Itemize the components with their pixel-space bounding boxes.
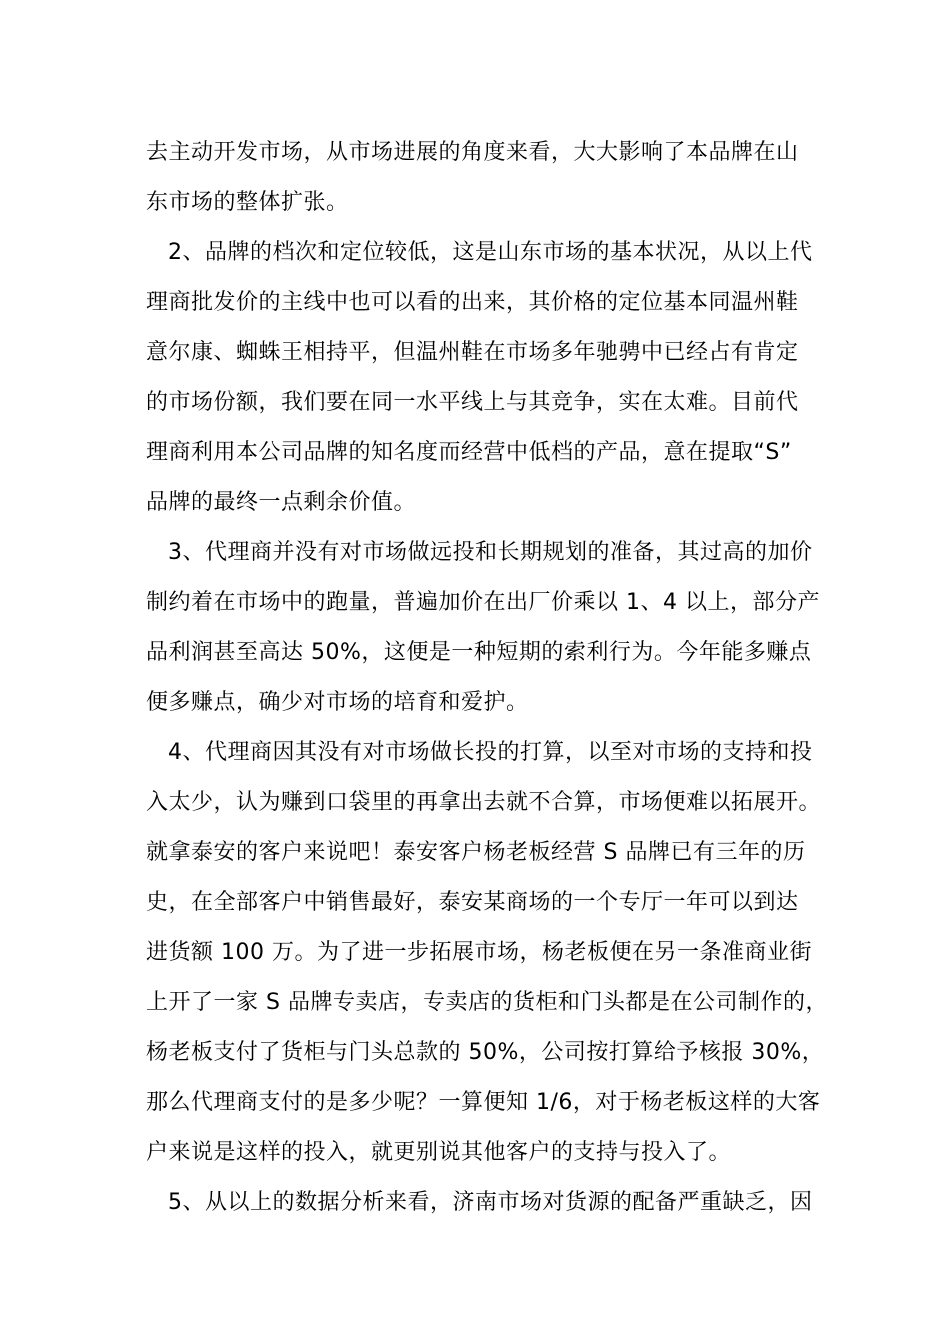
text-line: 东市场的整体扩张。 [146, 190, 349, 215]
text-line: 5、从以上的数据分析来看，济南市场对货源的配备严重缺乏，因 [168, 1190, 813, 1215]
text-line: 品牌的最终一点剩余价值。 [146, 490, 417, 515]
text-line: 意尔康、蜘蛛王相持平，但温州鞋在市场多年驰骋中已经占有肯定 [146, 340, 799, 365]
text-line: 品利润甚至高达 50%，这便是一种短期的索利行为。今年能多赚点 [146, 640, 812, 665]
text-line: 理商利用本公司品牌的知名度而经营中低档的产品，意在提取“S” [146, 440, 792, 465]
text-line: 3、代理商并没有对市场做远投和长期规划的准备，其过高的加价 [168, 540, 813, 565]
text-line: 那么代理商支付的是多少呢？一算便知 1/6，对于杨老板这样的大客 [146, 1090, 821, 1115]
text-line: 制约着在市场中的跑量，普遍加价在出厂价乘以 1、4 以上，部分产 [146, 590, 820, 615]
text-line: 理商批发价的主线中也可以看的出来，其价格的定位基本同温州鞋 [146, 290, 799, 315]
text-line: 户来说是这样的投入，就更别说其他客户的支持与投入了。 [146, 1140, 732, 1165]
text-line: 杨老板支付了货柜与门头总款的 50%，公司按打算给予核报 30%， [146, 1040, 825, 1065]
text-line: 便多赚点，确少对市场的培育和爱护。 [146, 690, 529, 715]
text-line: 入太少，认为赚到口袋里的再拿出去就不合算，市场便难以拓展开。 [146, 790, 822, 815]
text-line: 进货额 100 万。为了进一步拓展市场，杨老板便在另一条准商业街 [146, 940, 812, 965]
text-line: 就拿泰安的客户来说吧！泰安客户杨老板经营 S 品牌已有三年的历 [146, 840, 806, 865]
text-line: 的市场份额，我们要在同一水平线上与其竞争，实在太难。目前代 [146, 390, 799, 415]
text-line: 4、代理商因其没有对市场做长投的打算，以至对市场的支持和投 [168, 740, 813, 765]
text-line: 上开了一家 S 品牌专卖店，专卖店的货柜和门头都是在公司制作的， [146, 990, 828, 1015]
text-line: 史，在全部客户中销售最好，泰安某商场的一个专厅一年可以到达 [146, 890, 799, 915]
text-line: 2、品牌的档次和定位较低，这是山东市场的基本状况，从以上代 [168, 240, 813, 265]
text-line: 去主动开发市场，从市场进展的角度来看，大大影响了本品牌在山 [146, 140, 799, 165]
